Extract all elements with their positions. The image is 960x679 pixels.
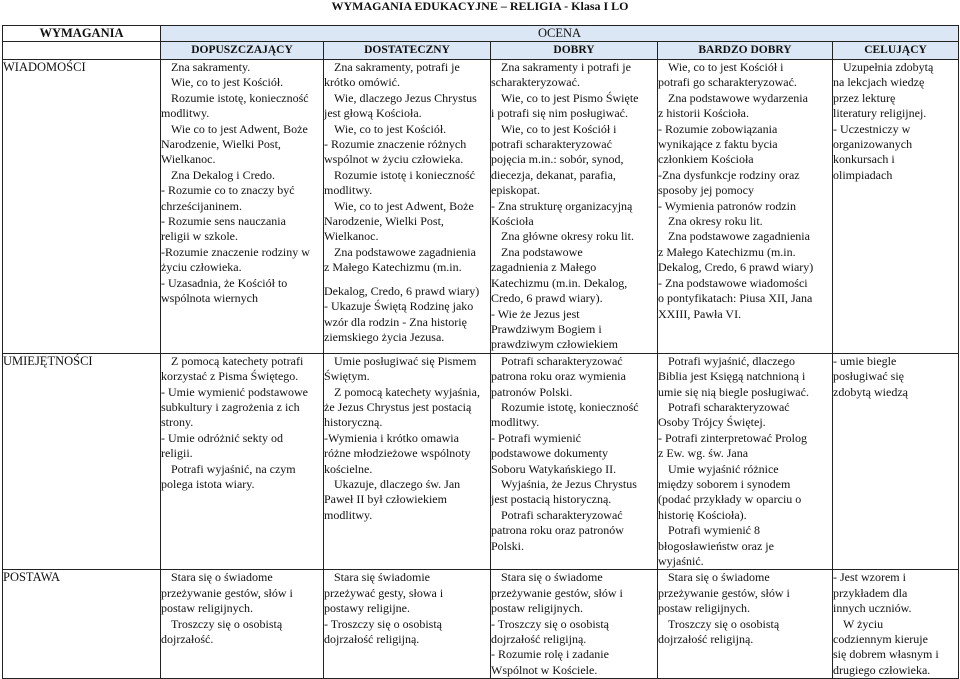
cell-line: wzór dla rodzin - Zna historię — [324, 314, 467, 329]
cell-line: - Wie że Jezus jest — [491, 306, 580, 321]
cell-line: Zna Dekalog i Credo. — [171, 167, 275, 182]
cell-line: pojęcia m.in.: sobór, synod, — [491, 152, 624, 167]
cell-line: Wyjaśnia, że Jezus Chrystus — [501, 476, 637, 491]
cell-line: Potrafi scharakteryzować — [501, 507, 623, 522]
cell-line: literatury religijnej. — [833, 106, 927, 121]
cell-line: z Ew. wg. św. Jana — [658, 446, 749, 461]
cell-line: -Rozumie znaczenie rodziny w — [161, 244, 310, 259]
cell-line: przeżywać gesty, słowa i — [324, 585, 444, 600]
cell-line: prawdziwym człowiekiem — [491, 337, 618, 352]
cell-line: się dobrem własnym i — [833, 647, 939, 662]
cell-line: - Rozumie sens nauczania — [161, 214, 286, 229]
cell-line: Dekalog, Credo, 6 prawd wiary) — [324, 283, 480, 298]
cell-line: Umie wyjaśnić różnice — [668, 461, 779, 476]
cell-line: Wielkanoc. — [161, 152, 216, 167]
cell-line: Zna główne okresy roku lit. — [501, 229, 634, 244]
cell-line: Kościoła — [491, 214, 534, 229]
cell-line: olimpiadach — [833, 167, 893, 182]
cell-line: między soborem i synodem — [658, 476, 791, 491]
cell-line: Rozumie istotę i konieczność — [334, 167, 475, 182]
cell-line: episkopat. — [491, 183, 540, 198]
cell-line: Wie, co to jest Pismo Święte — [501, 90, 639, 105]
cell-line: Potrafi wymienić 8 — [668, 523, 760, 538]
cell-line: Stara się świadomie — [334, 570, 430, 585]
cell-postawa-celujacy — [833, 570, 959, 679]
cell-line: z Małego Katechizmu (m.in. — [658, 244, 796, 259]
cell-line: - Troszczy się o osobistą — [491, 616, 609, 631]
cell-line: dojrzałość religijną. — [491, 632, 587, 647]
cell-wiadomosci-bardzo-dobry — [658, 60, 833, 354]
cell-line: subkultury i zagrożenia z ich — [161, 399, 300, 414]
cell-line: strony. — [161, 415, 194, 430]
cell-line: wyjaśnić. — [658, 554, 704, 568]
cell-line: - Rozumie znaczenie różnych — [324, 137, 467, 152]
cell-line: innych uczniów. — [833, 601, 912, 616]
cell-line: błogosławieństw oraz je — [658, 538, 774, 553]
cell-wiadomosci-celujacy — [833, 60, 959, 354]
cell-line: z historii Kościoła. — [658, 106, 749, 121]
cell-line: Dekalog, Credo, 6 prawd wiary) — [658, 260, 814, 275]
cell-line: Zna podstawowe zagadnienia — [668, 229, 810, 244]
cell-line: Potrafi wyjaśnić, na czym — [171, 461, 296, 476]
cell-line: - Troszczy się o osobistą — [324, 616, 442, 631]
cell-line: Stara się o świadome — [501, 570, 603, 585]
cell-postawa-dobry — [491, 570, 658, 679]
cell-line: z Małego Katechizmu (m.in. — [324, 260, 462, 275]
header-wymagania: WYMAGANIA — [3, 26, 161, 42]
cell-line: Umie posługiwać się Pismem — [334, 353, 477, 368]
cell-line: Wie, co to jest Adwent, Boże — [334, 198, 474, 213]
cell-line: scharakteryzować. — [491, 75, 580, 90]
cell-line: - Rozumie co to znaczy być — [161, 183, 295, 198]
cell-line: - Potrafi zinterpretować Prolog — [658, 430, 807, 445]
cell-line: Zna okresy roku lit. — [668, 214, 763, 229]
cell-line: modlitwy. — [491, 415, 540, 430]
cell-line: Stara się o świadome — [171, 570, 273, 585]
cell-line: diecezja, dekanat, parafia, — [491, 167, 616, 182]
cell-line: wspólnot w życiu człowieka. — [324, 152, 464, 167]
header-level-dostateczny: DOSTATECZNY — [324, 42, 491, 60]
cell-line: Świętym. — [324, 369, 370, 384]
cell-line: Biblia jest Księgą natchnioną i — [658, 369, 806, 384]
cell-line: religii w szkole. — [161, 229, 238, 244]
cell-line: modlitwy. — [161, 106, 210, 121]
cell-umiejetnosci-dopuszczajacy — [161, 353, 324, 570]
cell-line: Paweł II był człowiekiem — [324, 492, 447, 507]
cell-line: religii. — [161, 446, 193, 461]
cell-line: na lekcjach wiedzę — [833, 75, 925, 90]
cell-line: Wielkanoc. — [324, 229, 379, 244]
cell-line: (podać przykłady w oparciu o — [658, 492, 802, 507]
cell-line: ziemskiego życia Jezusa. — [324, 329, 445, 344]
cell-line: -Zna dysfunkcje rodziny oraz — [658, 167, 800, 182]
cell-line: Osoby Trójcy Świętej. — [658, 415, 766, 430]
cell-line: kościelne. — [324, 461, 373, 476]
cell-line: Z pomocą katechety wyjaśnia, — [334, 384, 480, 399]
cell-line: postaw religijnych. — [658, 601, 750, 616]
cell-line: chrześcijaninem. — [161, 198, 242, 213]
cell-line: Prawdziwym Bogiem i — [491, 321, 602, 336]
cell-line: przez lekturę — [833, 90, 896, 105]
cell-line: wynikające z faktu bycia — [658, 137, 778, 152]
cell-line: Zna sakramenty i potrafi je — [501, 60, 631, 74]
cell-line: Rozumie istotę, konieczność — [501, 399, 639, 414]
cell-line: modlitwy. — [324, 183, 373, 198]
header-level-dopuszczajacy: DOPUSZCZAJĄCY — [161, 42, 324, 60]
cell-line: patronów Polski. — [491, 384, 573, 399]
cell-line: historyczną. — [324, 415, 383, 430]
cell-line: Troszczy się o osobistą — [668, 616, 780, 631]
cell-line: Zna podstawowe wydarzenia — [668, 90, 808, 105]
cell-line: modlitwy. — [324, 507, 373, 522]
cell-line: Wie, co to jest Kościół i — [668, 60, 784, 74]
cell-wiadomosci-dopuszczajacy — [161, 60, 324, 354]
cell-line: - Wymienia patronów rodzin — [658, 198, 797, 213]
cell-line: Zna sakramenty, potrafi je — [334, 60, 460, 74]
cell-line: członkiem Kościoła — [658, 152, 754, 167]
cell-line: zdobytą wiedzą — [833, 384, 908, 399]
cell-umiejetnosci-celujacy — [833, 353, 959, 570]
cell-line: korzystać z Pisma Świętego. — [161, 369, 299, 384]
cell-line: Troszczy się o osobistą — [171, 616, 283, 631]
cell-line: Ukazuje, dlaczego św. Jan — [334, 476, 461, 491]
cell-postawa-bardzo-dobry — [658, 570, 833, 679]
header-ocena: OCENA — [161, 26, 959, 42]
header-level-dobry: DOBRY — [491, 42, 658, 60]
header-level-celujacy: CELUJĄCY — [833, 42, 959, 60]
cell-line: sposoby jej pomocy — [658, 183, 754, 198]
cell-line: jest głową Kościoła. — [324, 106, 422, 121]
cell-line: Wie, co to jest Kościół i — [501, 121, 617, 136]
cell-line: Zna sakramenty. — [171, 60, 251, 74]
cell-line: - Zna podstawowe wiadomości — [658, 275, 808, 290]
cell-line: Potrafi scharakteryzować — [668, 399, 790, 414]
cell-line: postaw religijnych. — [491, 601, 583, 616]
row-wiadomosci — [3, 60, 959, 354]
row-umiejetnosci — [3, 353, 959, 570]
cell-umiejetnosci-dobry — [491, 353, 658, 570]
requirements-table — [2, 25, 959, 679]
cell-line: - Rozumie zobowiązania — [658, 121, 778, 136]
cell-line: Stara się o świadome — [668, 570, 770, 585]
cell-line: Z pomocą katechety potrafi — [171, 353, 304, 368]
cell-postawa-dopuszczajacy — [161, 570, 324, 679]
cell-wiadomosci-dostateczny — [324, 60, 491, 354]
cell-line: i potrafi się nim posługiwać. — [491, 106, 628, 121]
cell-line: przykładem dla — [833, 585, 908, 600]
cell-line: wspólnota wiernych — [161, 291, 258, 306]
cell-line: życiu człowieka. — [161, 260, 242, 275]
cell-line: -Wymienia i krótko omawia — [324, 430, 459, 445]
cell-line: dojrzałość religijną. — [324, 632, 420, 647]
cell-line: Wie, co to jest Kościół. — [334, 121, 447, 136]
cell-line: - Uzasadnia, że Kościół to — [161, 275, 288, 290]
cell-line: krótko omówić. — [324, 75, 400, 90]
header-level-bardzo-dobry: BARDZO DOBRY — [658, 42, 833, 60]
cell-line: Wie, dlaczego Jezus Chrystus — [334, 90, 477, 105]
cell-line: że Jezus Chrystus jest postacią — [324, 399, 472, 414]
cell-line: potrafi go scharakteryzować. — [658, 75, 797, 90]
header-spacer — [3, 42, 161, 60]
cell-line: Zna podstawowe — [501, 244, 583, 259]
cell-line: XXIII, Pawła VI. — [658, 306, 742, 321]
cell-line: Wie, co to jest Kościół. — [171, 75, 284, 90]
cell-umiejetnosci-bardzo-dobry — [658, 353, 833, 570]
cell-line: Wie co to jest Adwent, Boże — [171, 121, 308, 136]
cell-line: - Ukazuje Świętą Rodzinę jako — [324, 299, 474, 314]
cell-line: - Uczestniczy w — [833, 121, 911, 136]
cell-line: - Umie odróżnić sekty od — [161, 430, 283, 445]
cell-line: Rozumie istotę, konieczność — [171, 90, 309, 105]
cell-line: przeżywanie gestów, słów i — [658, 585, 790, 600]
cell-line: różne młodzieżowe wspólnoty — [324, 446, 471, 461]
row-postawa — [3, 570, 959, 679]
category-postawa: POSTAWA — [3, 570, 161, 679]
cell-line: Potrafi scharakteryzować — [501, 353, 623, 368]
cell-line: konkursach i — [833, 152, 895, 167]
cell-line: Potrafi wyjaśnić, dlaczego — [668, 353, 795, 368]
cell-line: Narodzenie, Wielki Post, — [161, 137, 281, 152]
cell-line: - umie biegle — [833, 353, 897, 368]
cell-line: potrafi scharakteryzować — [491, 137, 612, 152]
cell-line: drugiego człowieka. — [833, 662, 931, 677]
cell-line: Zna podstawowe zagadnienia — [334, 244, 476, 259]
cell-line: przeżywanie gestów, słów i — [491, 585, 623, 600]
page-title: WYMAGANIA EDUKACYJNE – RELIGIA - Klasa I LO — [331, 0, 629, 12]
cell-postawa-dostateczny — [324, 570, 491, 679]
cell-line: Katechizmu (m.in. Dekalog, — [491, 275, 628, 290]
cell-line: dojrzałość. — [161, 632, 214, 647]
cell-line: Credo, 6 prawd wiary). — [491, 291, 603, 306]
cell-line: patrona roku oraz wymienia — [491, 369, 626, 384]
cell-line: historię Kościoła). — [658, 507, 747, 522]
cell-line: posługiwać się — [833, 369, 904, 384]
cell-line: organizowanych — [833, 137, 913, 152]
cell-line: codziennym kieruje — [833, 632, 928, 647]
category-wiadomosci: WIADOMOŚCI — [3, 60, 161, 354]
cell-line: Narodzenie, Wielki Post, — [324, 214, 444, 229]
cell-wiadomosci-dobry — [491, 60, 658, 354]
cell-line: dojrzałość religijną. — [658, 632, 754, 647]
cell-line: Polski. — [491, 538, 525, 553]
cell-line: - Umie wymienić podstawowe — [161, 384, 308, 399]
cell-line: jest postacią historyczną. — [491, 492, 612, 507]
cell-line: - Rozumie rolę i zadanie — [491, 647, 609, 662]
cell-line: - Zna strukturę organizacyjną — [491, 198, 633, 213]
cell-line: polega istota wiary. — [161, 476, 255, 491]
cell-line: Wspólnot w Kościele. — [491, 662, 598, 677]
cell-line: patrona roku oraz patronów — [491, 523, 624, 538]
cell-line: przeżywanie gestów, słów i — [161, 585, 293, 600]
cell-umiejetnosci-dostateczny — [324, 353, 491, 570]
cell-line: W życiu — [843, 616, 884, 631]
cell-line: postaw religijnych. — [161, 601, 253, 616]
cell-line: zagadnienia z Małego — [491, 260, 597, 275]
cell-line: Soboru Watykańskiego II. — [491, 461, 617, 476]
cell-line: - Potrafi wymienić — [491, 430, 581, 445]
cell-line: - Jest wzorem i — [833, 570, 906, 585]
cell-line: o pontyfikatach: Piusa XII, Jana — [658, 291, 813, 306]
cell-line: Uzupełnia zdobytą — [843, 60, 934, 74]
cell-line: umie się nią biegle posługiwać. — [658, 384, 809, 399]
category-umiejetnosci: UMIEJĘTNOŚCI — [3, 353, 161, 570]
cell-line: postawy religijne. — [324, 601, 410, 616]
cell-line: podstawowe dokumenty — [491, 446, 608, 461]
